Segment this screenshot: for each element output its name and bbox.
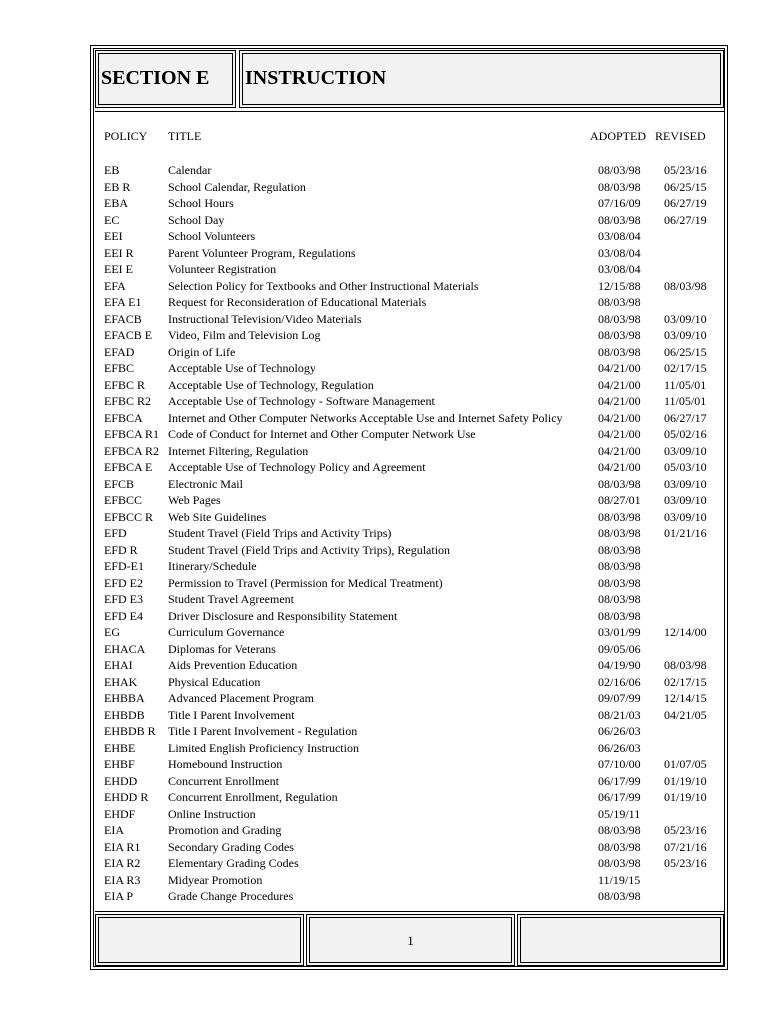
column-headers [0, 129, 770, 145]
table-row [0, 228, 770, 245]
table-row [0, 872, 770, 889]
revised-date: 06/27/19 [664, 212, 707, 227]
revised-date: 11/05/01 [664, 377, 707, 392]
adopted-date: 09/07/99 [598, 691, 641, 705]
revised-date: 02/17/15 [664, 361, 707, 375]
table-row [0, 591, 770, 608]
revised-date: 08/03/98 [664, 278, 707, 293]
adopted-date: 06/17/99 [598, 773, 641, 788]
revised-date: 11/05/01 [664, 394, 707, 408]
policy-title: Physical Education [168, 674, 261, 689]
adopted-date: 04/21/00 [598, 410, 641, 425]
policy-title: Acceptable Use of Technology - Software Management [168, 394, 435, 408]
revised-date: 05/03/10 [664, 460, 707, 474]
policy-code: EC [104, 212, 120, 227]
policy-code: EHBF [104, 757, 135, 771]
policy-title: Web Pages [168, 493, 221, 507]
policy-title: Student Travel Agreement [168, 592, 294, 606]
table-row [0, 674, 770, 691]
policy-code: EFBCC [104, 493, 143, 507]
policy-code: EEI R [104, 245, 134, 260]
policy-title: Student Travel (Field Trips and Activity Trips), Regulation [168, 542, 451, 557]
revised-date: 01/21/16 [664, 526, 707, 540]
section-label-box [95, 50, 236, 108]
revised-date: 05/02/16 [664, 427, 707, 441]
policy-code: EIA P [104, 889, 134, 903]
policy-title: Itinerary/Schedule [168, 559, 257, 573]
policy-code: EEI [104, 229, 123, 243]
table-row [0, 806, 770, 823]
table-row [0, 855, 770, 872]
col-header-revised: REVISED [655, 129, 706, 143]
adopted-date: 08/03/98 [598, 163, 641, 177]
adopted-date: 04/19/90 [598, 658, 641, 672]
policy-code: EHACA [104, 641, 146, 656]
table-row [0, 558, 770, 575]
table-row [0, 707, 770, 724]
revised-date: 06/27/19 [664, 196, 707, 210]
table-row [0, 443, 770, 460]
policy-title: Instructional Television/Video Materials [168, 311, 362, 326]
adopted-date: 07/10/00 [598, 757, 641, 771]
policy-title: Acceptable Use of Technology [168, 361, 316, 375]
adopted-date: 08/03/98 [598, 542, 641, 557]
adopted-date: 03/08/04 [598, 262, 641, 276]
policy-code: EFBCA E [104, 460, 153, 474]
policy-title: Grade Change Procedures [168, 889, 294, 903]
table-row [0, 657, 770, 674]
policy-title: Driver Disclosure and Responsibility Statement [168, 608, 398, 623]
page-number: 1 [407, 933, 414, 948]
policy-title: Curriculum Governance [168, 625, 285, 639]
revised-date: 08/03/98 [664, 658, 707, 672]
footer-center-box [306, 914, 515, 966]
revised-date: 03/09/10 [664, 328, 707, 342]
revised-date: 06/25/15 [664, 179, 707, 194]
table-row [0, 789, 770, 806]
policy-code: EIA [104, 823, 124, 837]
adopted-date: 08/03/98 [598, 592, 641, 606]
footer-right-box [517, 914, 724, 966]
policy-code: EFBC R [104, 377, 146, 392]
adopted-date: 07/16/09 [598, 196, 641, 210]
table-row [0, 740, 770, 757]
adopted-date: 08/21/03 [598, 707, 641, 722]
policy-title: Origin of Life [168, 344, 236, 359]
revised-date: 12/14/00 [664, 625, 707, 639]
policy-code: EFD-E1 [104, 559, 144, 573]
adopted-date: 08/03/98 [598, 889, 641, 903]
policy-code: EFBC [104, 361, 135, 375]
policy-title: Permission to Travel (Permission for Medical Treatment) [168, 575, 443, 590]
policy-code: EHDD [104, 773, 138, 788]
table-row [0, 459, 770, 476]
policy-code: EHBDB [104, 707, 145, 722]
adopted-date: 08/03/98 [598, 526, 641, 540]
footer-divider [95, 911, 724, 912]
policy-title: Internet Filtering, Regulation [168, 443, 309, 458]
revised-date: 06/27/17 [664, 410, 707, 425]
table-row [0, 377, 770, 394]
table-row [0, 245, 770, 262]
policy-code: EB [104, 163, 120, 177]
table-row [0, 624, 770, 641]
revised-date: 01/19/10 [664, 790, 707, 804]
adopted-date: 08/03/98 [598, 179, 641, 194]
adopted-date: 04/21/00 [598, 427, 641, 441]
policy-title: Calendar [168, 163, 212, 177]
table-row [0, 492, 770, 509]
policy-table [0, 162, 770, 905]
table-row [0, 426, 770, 443]
adopted-date: 08/03/98 [598, 559, 641, 573]
policy-title: Online Instruction [168, 806, 256, 821]
policy-code: EIA R2 [104, 856, 141, 870]
policy-code: EB R [104, 179, 131, 194]
table-row [0, 261, 770, 278]
policy-code: EFD E3 [104, 592, 143, 606]
revised-date: 01/19/10 [664, 773, 707, 788]
table-row [0, 756, 770, 773]
table-row [0, 327, 770, 344]
policy-title: School Calendar, Regulation [168, 179, 306, 194]
adopted-date: 04/21/00 [598, 443, 641, 458]
policy-title: Parent Volunteer Program, Regulations [168, 245, 356, 260]
revised-date: 12/14/15 [664, 691, 707, 705]
header-divider [95, 111, 724, 112]
policy-code: EHDD R [104, 790, 149, 804]
policy-title: Internet and Other Computer Networks Acceptable Use and Internet Safety Policy [168, 410, 563, 425]
col-header-policy: POLICY [104, 129, 148, 143]
policy-code: EFBCA R1 [104, 427, 160, 441]
policy-code: EHDF [104, 806, 136, 821]
policy-title: Title I Parent Involvement [168, 707, 295, 722]
revised-date: 03/09/10 [664, 493, 707, 507]
table-row [0, 723, 770, 740]
adopted-date: 04/21/00 [598, 394, 641, 408]
policy-code: EFBCC R [104, 509, 154, 524]
adopted-date: 04/21/00 [598, 460, 641, 474]
adopted-date: 04/21/00 [598, 361, 641, 375]
policy-code: EIA R1 [104, 839, 141, 854]
revised-date: 03/09/10 [664, 311, 707, 326]
policy-code: EIA R3 [104, 872, 141, 887]
table-row [0, 162, 770, 179]
table-row [0, 360, 770, 377]
adopted-date: 08/03/98 [598, 839, 641, 854]
policy-title: Acceptable Use of Technology, Regulation [168, 377, 374, 392]
policy-code: EFACB E [104, 328, 153, 342]
policy-code: EFD E2 [104, 575, 143, 590]
footer-left-box [95, 914, 304, 966]
policy-code: EHBE [104, 740, 136, 755]
policy-code: EFA [104, 278, 126, 293]
policy-title: Midyear Promotion [168, 872, 263, 887]
adopted-date: 09/05/06 [598, 641, 641, 656]
adopted-date: 08/03/98 [598, 311, 641, 326]
policy-title: Concurrent Enrollment [168, 773, 279, 788]
revised-date: 03/09/10 [664, 476, 707, 491]
revised-date: 05/23/16 [664, 163, 707, 177]
policy-code: EEI E [104, 262, 133, 276]
revised-date: 03/09/10 [664, 509, 707, 524]
policy-title: School Hours [168, 196, 234, 210]
policy-code: EHBDB R [104, 724, 156, 738]
adopted-date: 08/03/98 [598, 608, 641, 623]
policy-title: Title I Parent Involvement - Regulation [168, 724, 358, 738]
table-row [0, 773, 770, 790]
table-row [0, 278, 770, 295]
col-header-adopted: ADOPTED [590, 129, 646, 143]
policy-code: EHAI [104, 658, 133, 672]
section-title: INSTRUCTION [245, 67, 387, 89]
policy-code: EG [104, 625, 120, 639]
adopted-date: 03/08/04 [598, 245, 641, 260]
table-row [0, 509, 770, 526]
policy-code: EFBC R2 [104, 394, 152, 408]
table-row [0, 212, 770, 229]
table-row [0, 393, 770, 410]
policy-title: Aids Prevention Education [168, 658, 298, 672]
table-row [0, 311, 770, 328]
table-row [0, 179, 770, 196]
revised-date: 02/17/15 [664, 674, 707, 689]
adopted-date: 05/19/11 [598, 806, 641, 821]
revised-date: 07/21/16 [664, 839, 707, 854]
adopted-date: 08/03/98 [598, 212, 641, 227]
adopted-date: 11/19/15 [598, 872, 641, 887]
adopted-date: 02/16/06 [598, 674, 641, 689]
table-row [0, 476, 770, 493]
table-row [0, 542, 770, 559]
policy-title: Electronic Mail [168, 476, 243, 491]
policy-title: Code of Conduct for Internet and Other Computer Network Use [168, 427, 476, 441]
policy-title: Acceptable Use of Technology Policy and Agreement [168, 460, 426, 474]
policy-title: School Day [168, 212, 225, 227]
revised-date: 06/25/15 [664, 344, 707, 359]
table-row [0, 575, 770, 592]
policy-code: EFACB [104, 311, 142, 326]
table-row [0, 839, 770, 856]
policy-title: Homebound Instruction [168, 757, 283, 771]
adopted-date: 03/01/99 [598, 625, 641, 639]
policy-code: EFA E1 [104, 295, 142, 309]
policy-title: Advanced Placement Program [168, 691, 314, 705]
table-row [0, 195, 770, 212]
policy-code: EFCB [104, 476, 135, 491]
policy-title: Elementary Grading Codes [168, 856, 299, 870]
revised-date: 05/23/16 [664, 856, 707, 870]
table-row [0, 525, 770, 542]
policy-code: EFD E4 [104, 608, 143, 623]
adopted-date: 08/03/98 [598, 295, 641, 309]
policy-title: School Volunteers [168, 229, 256, 243]
adopted-date: 08/03/98 [598, 328, 641, 342]
table-row [0, 888, 770, 905]
policy-title: Volunteer Registration [168, 262, 277, 276]
adopted-date: 08/03/98 [598, 509, 641, 524]
policy-code: EHBBA [104, 691, 145, 705]
revised-date: 03/09/10 [664, 443, 707, 458]
adopted-date: 08/27/01 [598, 493, 641, 507]
adopted-date: 06/26/03 [598, 724, 641, 738]
table-row [0, 690, 770, 707]
policy-code: EFBCA R2 [104, 443, 160, 458]
adopted-date: 08/03/98 [598, 856, 641, 870]
policy-title: Secondary Grading Codes [168, 839, 294, 854]
adopted-date: 06/17/99 [598, 790, 641, 804]
policy-title: Web Site Guidelines [168, 509, 267, 524]
section-title-box [239, 50, 724, 108]
revised-date: 04/21/05 [664, 707, 707, 722]
adopted-date: 08/03/98 [598, 575, 641, 590]
table-row [0, 822, 770, 839]
adopted-date: 08/03/98 [598, 823, 641, 837]
adopted-date: 12/15/88 [598, 278, 641, 293]
policy-title: Concurrent Enrollment, Regulation [168, 790, 338, 804]
policy-title: Selection Policy for Textbooks and Other Instructional Materials [168, 278, 479, 293]
table-row [0, 294, 770, 311]
policy-title: Video, Film and Television Log [168, 328, 321, 342]
policy-title: Request for Reconsideration of Educational Materials [168, 295, 427, 309]
policy-title: Diplomas for Veterans [168, 641, 276, 656]
policy-code: EFD R [104, 542, 138, 557]
table-row [0, 410, 770, 427]
adopted-date: 06/26/03 [598, 740, 641, 755]
table-row [0, 344, 770, 361]
policy-title: Student Travel (Field Trips and Activity Trips) [168, 526, 392, 540]
col-header-title: TITLE [168, 129, 202, 143]
policy-title: Limited English Proficiency Instruction [168, 740, 359, 755]
policy-title: Promotion and Grading [168, 823, 282, 837]
policy-code: EFAD [104, 344, 135, 359]
policy-code: EBA [104, 196, 128, 210]
adopted-date: 04/21/00 [598, 377, 641, 392]
table-row [0, 608, 770, 625]
table-row [0, 641, 770, 658]
policy-code: EFD [104, 526, 127, 540]
revised-date: 05/23/16 [664, 823, 707, 837]
policy-code: EHAK [104, 674, 138, 689]
policy-code: EFBCA [104, 410, 143, 425]
adopted-date: 08/03/98 [598, 344, 641, 359]
adopted-date: 03/08/04 [598, 229, 641, 243]
adopted-date: 08/03/98 [598, 476, 641, 491]
revised-date: 01/07/05 [664, 757, 707, 771]
section-label: SECTION E [101, 67, 210, 89]
